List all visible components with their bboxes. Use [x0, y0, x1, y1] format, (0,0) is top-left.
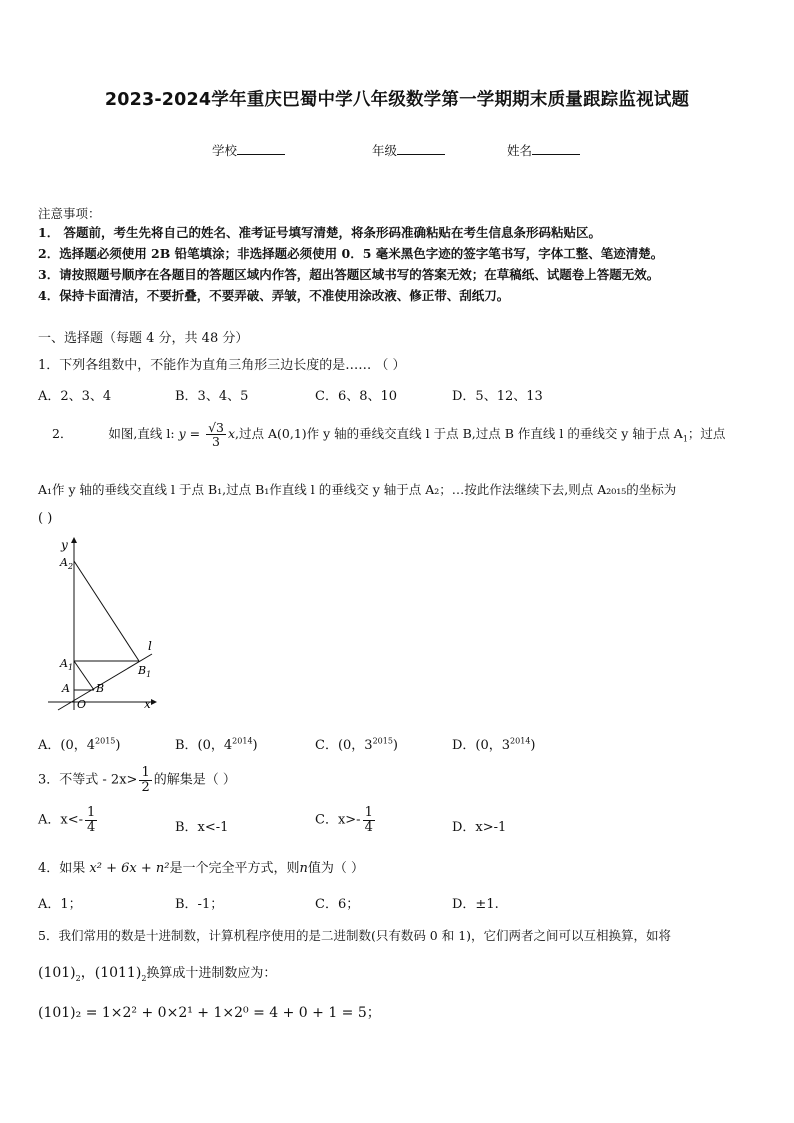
q2-option-a: A．(0，$4^{2015}$) — [38, 736, 121, 753]
q2-post-sub: 1 — [682, 434, 688, 444]
note-item: 2．选择题必须使用 2B 铅笔填涂；非选择题必须使用 0．5 毫米黑色字迹的签字笔书写，字体工整、笔迹清楚。 — [38, 246, 664, 261]
segment-B1A2 — [74, 561, 139, 661]
q1-option-c: C．6、8、10 — [315, 389, 398, 404]
grade-blank — [397, 142, 445, 155]
notes-heading: 注意事项： — [38, 206, 101, 221]
question-2-line-1 — [52, 421, 725, 448]
q3-option-a: A．x<- $\frac{1}{4}$ — [38, 805, 96, 835]
q1-option-a: A．2、3、4 — [38, 389, 112, 404]
q2-post: ,过点 A(0,1)作 y 轴的垂线交直线 l 于点 B,过点 B 作直线 l 的垂线交 y 轴于点 A — [235, 426, 683, 442]
question-1-stem: 1．下列各组数中，不能作为直角三角形三边长度的是…… （ ） — [38, 358, 406, 373]
q2-option-d: D．(0，$3^{2014}$) — [452, 736, 536, 753]
q3-option-c: C．x>- $\frac{1}{4}$ — [315, 805, 373, 835]
name-blank — [532, 142, 580, 155]
q4-expression: x² + 6x + n² — [89, 861, 170, 876]
grade-field — [372, 141, 445, 159]
q2-figure — [44, 532, 174, 712]
point-A2-label: $A_2$ — [60, 556, 74, 571]
school-field — [212, 141, 285, 159]
x-axis-label: x — [144, 697, 151, 711]
point-B-label: B — [96, 682, 105, 695]
point-B1-label: $B_1$ — [138, 664, 152, 679]
q1-option-d: D．5、12、13 — [452, 389, 543, 404]
origin-label: O — [77, 698, 87, 711]
school-label: 学校 — [212, 143, 238, 158]
page-title: 2023-2024学年重庆巴蜀中学八年级数学第一学期期末质量跟踪监视试题 — [104, 90, 690, 110]
section-heading: 一、选择题（每题 4 分，共 48 分） — [38, 331, 249, 346]
y-axis-label: y — [61, 538, 68, 552]
q1-option-b: B．3、4、5 — [175, 389, 249, 404]
question-4-stem: 4．如果 x² + 6x + n²是一个完全平方式，则n值为（ ） — [38, 861, 364, 876]
note-item: 4．保持卡面清洁，不要折叠，不要弄破、弄皱，不准使用涂改液、修正带、刮纸刀。 — [38, 288, 510, 303]
question-5-line-3: (101)₂ = 1×2² + 0×2¹ + 1×2⁰ = 4 + 0 + 1 = 5； — [38, 1005, 381, 1021]
point-A1-label: $A_1$ — [60, 657, 74, 672]
q3-option-d: D．x>-1 — [452, 820, 507, 835]
q3-option-b: B．x<-1 — [175, 820, 229, 835]
q4-option-a: A．1； — [38, 897, 82, 912]
q2-fraction — [206, 421, 226, 448]
school-blank — [237, 142, 285, 155]
segment-BA1 — [74, 661, 94, 690]
q2-number: 2． — [52, 426, 73, 442]
question-5-stem: 5．我们常用的数是十进制数，计算机程序使用的是二进制数(只有数码 0 和 1)，它们两者之间可以互相换算，如将 — [38, 928, 672, 943]
question-3-stem: 3．不等式 - 2x> $\frac{1}{2}$ 的解集是（ ） — [38, 765, 236, 795]
note-item: 1． 答题前，考生先将自己的姓名、准考证号填写清楚，将条形码准确粘贴在考生信息条形码粘贴区。 — [38, 225, 602, 240]
grade-label: 年级 — [372, 143, 398, 158]
question-2-line-2: A₁作 y 轴的垂线交直线 l 于点 B₁,过点 B₁作直线 l 的垂线交 y 轴于点 A₂；…按此作法继续下去,则点 A₂₀₁₅的坐标为 — [38, 482, 677, 497]
q2-x: x — [227, 426, 236, 442]
q2-frac-den: 3 — [212, 434, 220, 450]
q2-y-eq: y = — [178, 426, 201, 442]
point-A-label: A — [62, 682, 70, 695]
q2-pre: 如图,直线 l: — [108, 426, 175, 442]
q4-option-d: D．±1. — [452, 897, 499, 912]
q4-option-c: C．6； — [315, 897, 360, 912]
q2-option-b: B．(0，$4^{2014}$) — [175, 736, 258, 753]
q2-frac-num: √3 — [208, 420, 224, 435]
name-label: 姓名 — [507, 143, 533, 158]
note-item: 3．请按照题号顺序在各题目的答题区域内作答，超出答题区域书写的答案无效；在草稿纸、试题卷上答题无效。 — [38, 267, 660, 282]
question-5-line-2: $(101)_2$，$(1011)_2$换算成十进制数应为： — [38, 965, 277, 983]
line-l-label: l — [148, 639, 152, 653]
question-2-paren: ( ) — [38, 511, 53, 526]
name-field — [507, 141, 580, 159]
q4-option-b: B．-1； — [175, 897, 224, 912]
q3-fraction: $\frac{1}{2}$ — [141, 765, 150, 795]
q2-post-end: ；过点 — [687, 426, 726, 442]
q2-option-c: C．(0，$3^{2015}$) — [315, 736, 398, 753]
